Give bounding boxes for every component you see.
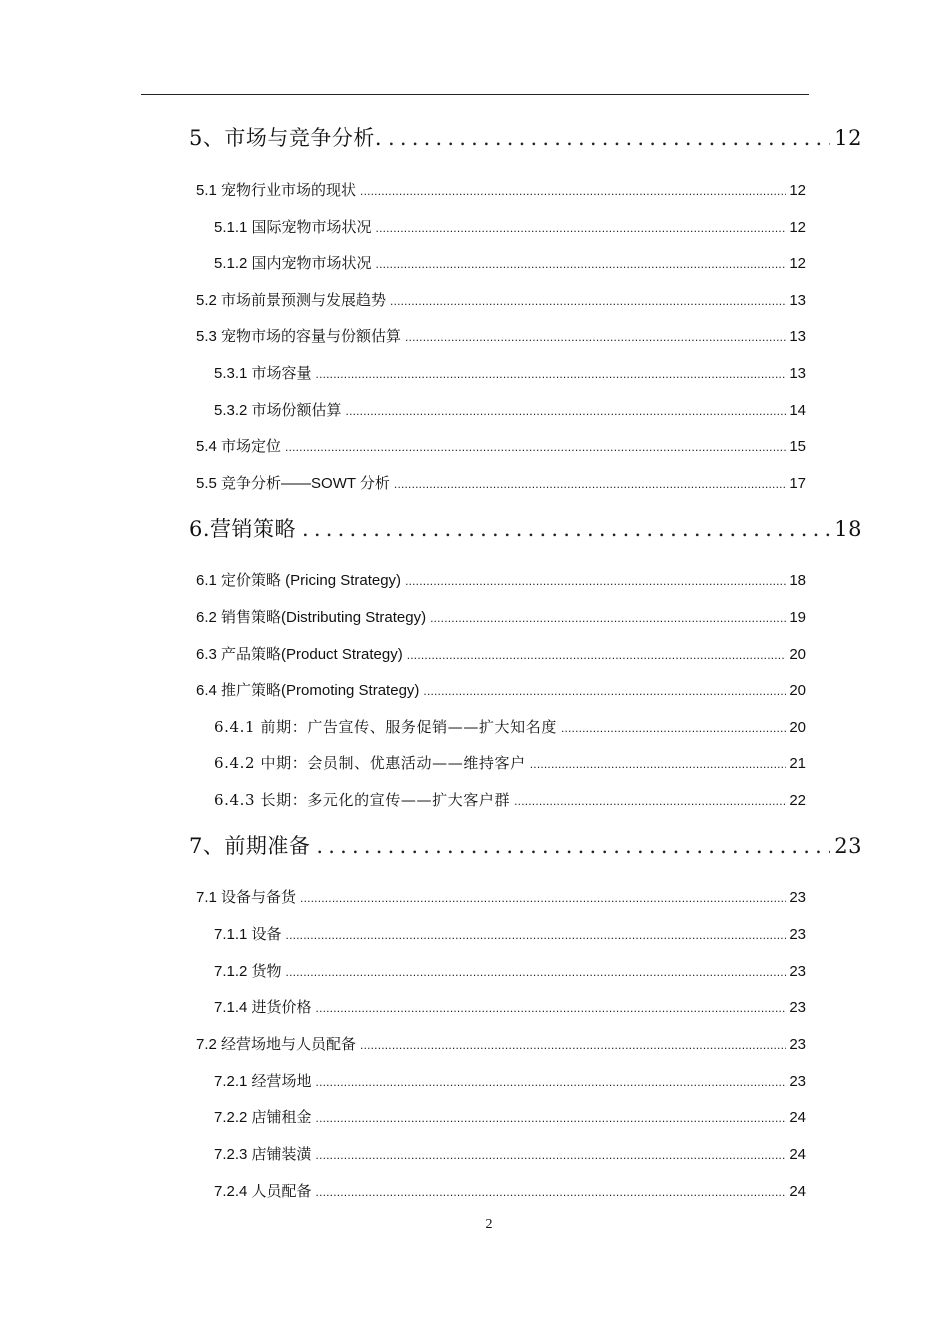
dot-leader <box>302 517 830 541</box>
toc-subsection-7-1-1[interactable] <box>214 923 806 944</box>
dot-leader <box>285 440 786 454</box>
dot-leader <box>530 757 787 771</box>
toc-section-5-5[interactable] <box>196 472 806 493</box>
toc-entry-title: 5.5 竞争分析——SOWT 分析 <box>196 475 390 492</box>
toc-entry-page: 18 <box>789 572 806 589</box>
toc-entry-page: 13 <box>789 365 806 382</box>
toc-chapter-6[interactable] <box>189 513 862 543</box>
toc-entry-title: 7.2.1 经营场地 <box>214 1073 312 1090</box>
toc-entry-title: 5.1.1 国际宠物市场状况 <box>214 219 372 236</box>
toc-entry-page: 12 <box>834 126 862 150</box>
dot-leader <box>514 794 786 808</box>
toc-entry-title: 7.1.1 设备 <box>214 926 282 943</box>
toc-entry-title: 5、市场与竞争分析. <box>189 126 383 150</box>
toc-subsection-5-1-2[interactable] <box>214 252 806 273</box>
toc-entry-page: 17 <box>789 475 806 492</box>
dot-leader <box>388 126 830 150</box>
toc-entry-page: 23 <box>789 963 806 980</box>
toc-section-6-1[interactable] <box>196 569 806 590</box>
toc-entry-page: 19 <box>789 609 806 626</box>
toc-entry-page: 22 <box>789 792 806 809</box>
toc-entry-page: 15 <box>789 438 806 455</box>
toc-section-7-1[interactable] <box>196 886 806 907</box>
dot-leader <box>561 721 786 735</box>
dot-leader <box>316 1111 787 1125</box>
toc-section-6-2[interactable] <box>196 606 806 627</box>
dot-leader <box>316 1001 787 1015</box>
page-number: 2 <box>485 1217 493 1232</box>
dot-leader <box>376 257 787 271</box>
dot-leader <box>360 1038 786 1052</box>
dot-leader <box>316 1148 787 1162</box>
toc-entry-title: 6.1 定价策略 (Pricing Strategy) <box>196 572 402 589</box>
toc-entry-page: 23 <box>789 889 806 906</box>
toc-entry-page: 23 <box>789 999 806 1016</box>
toc-section-7-2[interactable] <box>196 1033 806 1054</box>
toc-entry-title: 6.4 推广策略(Promoting Strategy) <box>196 682 420 699</box>
toc-entry-page: 23 <box>834 834 862 858</box>
dot-leader <box>423 684 786 698</box>
toc-entry-title: 7.2.3 店铺装潢 <box>214 1146 312 1163</box>
toc-entry-page: 18 <box>834 517 862 541</box>
toc-entry-page: 13 <box>789 292 806 309</box>
dot-leader <box>316 367 787 381</box>
toc-entry-title: 5.3.2 市场份额估算 <box>214 402 342 419</box>
toc-subsection-7-1-2[interactable] <box>214 960 806 981</box>
dot-leader <box>300 891 786 905</box>
toc-entry-page: 23 <box>789 926 806 943</box>
toc-entry-page: 14 <box>789 402 806 419</box>
toc-subsection-5-3-1[interactable] <box>214 362 806 383</box>
toc-entry-title: 5.4 市场定位 <box>196 438 282 455</box>
toc-entry-page: 12 <box>789 182 806 199</box>
toc-subsection-7-1-4[interactable] <box>214 996 806 1017</box>
toc-entry-title: 7.1.4 进货价格 <box>214 999 312 1016</box>
dot-leader <box>286 928 787 942</box>
toc-entry-page: 24 <box>789 1109 806 1126</box>
toc-entry-title: 5.3 宠物市场的容量与份额估算 <box>196 328 402 345</box>
toc-subsection-5-1-1[interactable] <box>214 216 806 237</box>
toc-section-6-3[interactable] <box>196 643 806 664</box>
toc-entry-page: 20 <box>789 682 806 699</box>
toc-chapter-7[interactable] <box>189 830 862 860</box>
toc-entry-page: 24 <box>789 1146 806 1163</box>
toc-entry-title: 5.1.2 国内宠物市场状况 <box>214 255 372 272</box>
dot-leader <box>376 221 787 235</box>
dot-leader <box>407 648 787 662</box>
toc-chapter-5[interactable] <box>189 122 862 152</box>
toc-entry-title: 7.2.4 人员配备 <box>214 1183 312 1200</box>
toc-subsection-7-2-4[interactable] <box>214 1180 806 1201</box>
toc-subsection-6-4-3[interactable] <box>214 789 806 810</box>
toc-entry-page: 12 <box>789 219 806 236</box>
toc-entry-title: 6.4.2 中期：会员制、优惠活动——维持客户 <box>214 754 526 772</box>
toc-section-5-4[interactable] <box>196 435 806 456</box>
dot-leader <box>316 834 830 858</box>
toc-subsection-5-3-2[interactable] <box>214 399 806 420</box>
dot-leader <box>394 477 786 491</box>
toc-entry-title: 7.2.2 店铺租金 <box>214 1109 312 1126</box>
dot-leader <box>405 574 786 588</box>
toc-subsection-6-4-1[interactable] <box>214 716 806 737</box>
toc-subsection-7-2-2[interactable] <box>214 1106 806 1127</box>
toc-subsection-6-4-2[interactable] <box>214 752 806 773</box>
dot-leader <box>286 965 787 979</box>
toc-entry-page: 21 <box>789 755 806 772</box>
dot-leader <box>390 294 786 308</box>
dot-leader <box>360 184 786 198</box>
toc-entry-title: 7.1.2 货物 <box>214 963 282 980</box>
toc-entry-page: 20 <box>789 719 806 736</box>
toc-entry-page: 24 <box>789 1183 806 1200</box>
toc-entry-page: 20 <box>789 646 806 663</box>
dot-leader <box>346 404 787 418</box>
toc-entry-title: 6.营销策略 <box>189 517 297 541</box>
dot-leader <box>405 330 786 344</box>
toc-section-5-3[interactable] <box>196 325 806 346</box>
toc-entry-title: 7.1 设备与备货 <box>196 889 297 906</box>
toc-entry-page: 23 <box>789 1036 806 1053</box>
toc-entry-title: 6.3 产品策略(Product Strategy) <box>196 646 403 663</box>
toc-subsection-7-2-1[interactable] <box>214 1070 806 1091</box>
toc-entry-page: 23 <box>789 1073 806 1090</box>
toc-section-6-4[interactable] <box>196 679 806 700</box>
toc-entry-title: 6.2 销售策略(Distributing Strategy) <box>196 609 427 626</box>
toc-entry-title: 5.1 宠物行业市场的现状 <box>196 182 357 199</box>
dot-leader <box>316 1185 787 1199</box>
toc-entry-title: 7、前期准备 <box>189 834 311 858</box>
toc-entry-title: 5.2 市场前景预测与发展趋势 <box>196 292 387 309</box>
dot-leader <box>430 611 786 625</box>
toc-entry-title: 5.3.1 市场容量 <box>214 365 312 382</box>
toc-subsection-7-2-3[interactable] <box>214 1143 806 1164</box>
toc-entry-title: 6.4.3 长期：多元化的宣传——扩大客户群 <box>214 791 511 809</box>
dot-leader <box>316 1075 787 1089</box>
toc-entry-title: 6.4.1 前期：广告宣传、服务促销——扩大知名度 <box>214 718 557 736</box>
toc-entry-page: 12 <box>789 255 806 272</box>
toc-section-5-2[interactable] <box>196 289 806 310</box>
toc-entry-page: 13 <box>789 328 806 345</box>
toc-entry-title: 7.2 经营场地与人员配备 <box>196 1036 357 1053</box>
toc-section-5-1[interactable] <box>196 179 806 200</box>
